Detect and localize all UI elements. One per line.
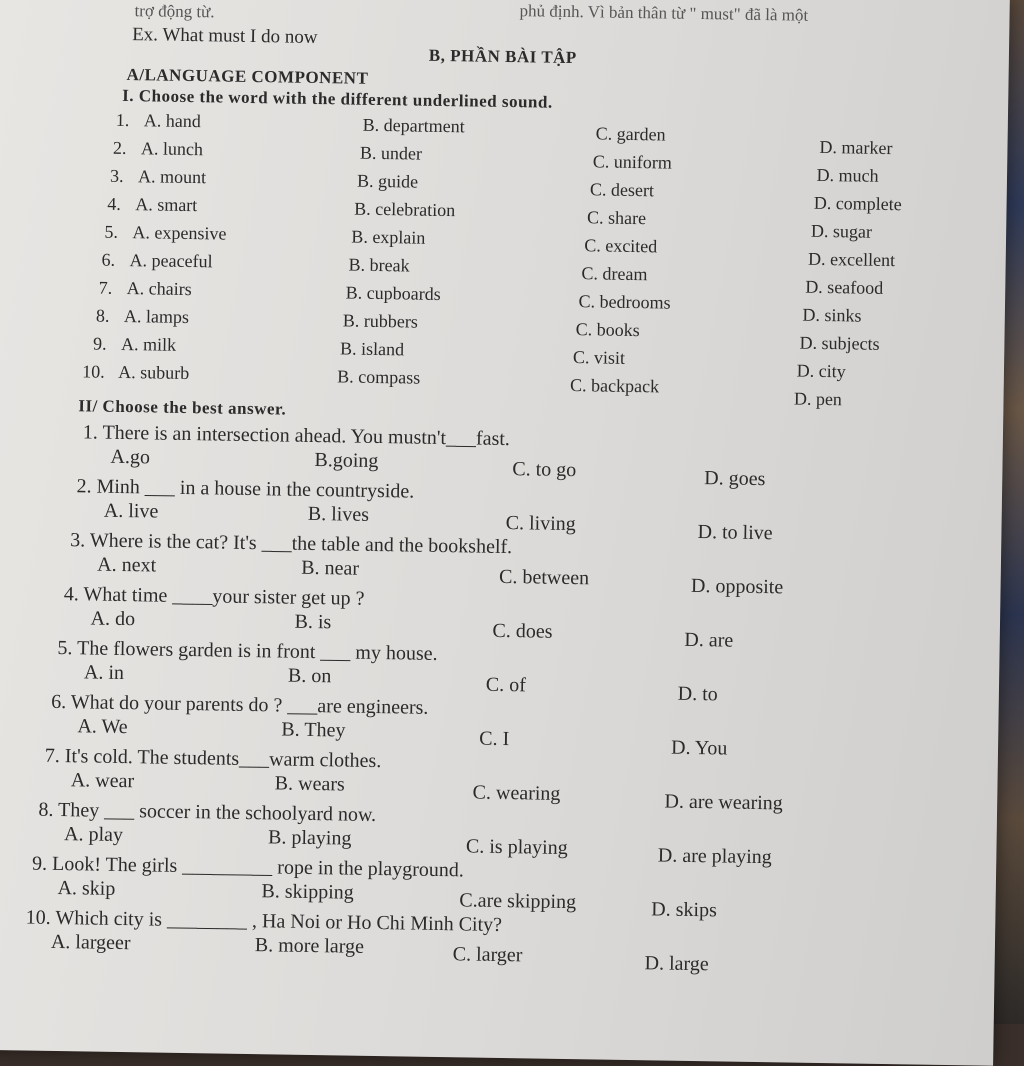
part1-number: 1. xyxy=(115,109,130,131)
answer-option-b: B. near xyxy=(301,556,360,580)
part1-number: 10. xyxy=(82,361,105,382)
part1-option-c: C. backpack xyxy=(569,375,660,397)
part1-option-a: A. milk xyxy=(120,333,177,355)
question-text: 1. There is an intersection ahead. You mustn't___fast. xyxy=(82,421,511,451)
answer-option-a: A. largeer xyxy=(50,930,131,955)
part1-option-d: D. excellent xyxy=(807,248,896,271)
part1-option-c: C. excited xyxy=(584,235,658,257)
section-b-title: B, PHẦN BÀI TẬP xyxy=(428,45,577,68)
answer-option-d: D. opposite xyxy=(690,574,784,599)
part1-option-b: B. rubbers xyxy=(342,310,419,332)
part1-option-c: C. dream xyxy=(581,263,648,285)
part1-option-d: D. seafood xyxy=(805,276,884,298)
answer-option-a: A. We xyxy=(77,715,128,739)
answer-option-d: D. are playing xyxy=(657,844,772,869)
answer-option-c: C. to go xyxy=(512,458,577,482)
header-top-left: trợ động từ. xyxy=(134,1,215,22)
answer-option-a: A.go xyxy=(110,445,151,469)
answer-option-c: C.are skipping xyxy=(459,889,577,914)
part1-option-b: B. celebration xyxy=(354,198,456,221)
part1-option-c: C. bedrooms xyxy=(578,291,671,313)
answer-option-c: C. I xyxy=(479,727,510,751)
part1-option-c: C. books xyxy=(575,319,640,341)
question-text: 4. What time ____your sister get up ? xyxy=(63,583,365,610)
answer-option-b: B. playing xyxy=(267,826,352,850)
part2-title: II/ Choose the best answer. xyxy=(78,396,287,419)
answer-option-b: B. skipping xyxy=(261,880,354,904)
answer-option-b: B. is xyxy=(294,610,332,634)
part1-option-d: D. sugar xyxy=(810,220,873,242)
part1-number: 7. xyxy=(98,277,113,298)
answer-option-b: B. wears xyxy=(274,772,345,796)
part1-option-b: B. compass xyxy=(337,366,421,388)
part1-option-a: A. peaceful xyxy=(129,250,213,272)
question-text: 6. What do your parents do ? ___are engineers. xyxy=(50,690,429,719)
part1-option-b: B. guide xyxy=(356,170,419,192)
part1-option-a: A. suburb xyxy=(118,361,190,384)
part1-option-c: C. visit xyxy=(572,347,626,368)
answer-option-d: D. to xyxy=(677,682,718,706)
answer-option-c: C. does xyxy=(492,619,553,643)
header-top-right: phủ định. Vì bản thân từ " must" đã là một xyxy=(519,1,809,25)
answer-option-c: C. wearing xyxy=(472,781,561,805)
section-a-title: A/LANGUAGE COMPONENT xyxy=(126,65,369,88)
part1-option-b: B. explain xyxy=(351,226,426,248)
part1-number: 5. xyxy=(104,221,119,242)
answer-option-d: D. large xyxy=(644,952,709,976)
part1-option-a: A. hand xyxy=(143,110,201,132)
example-line: Ex. What must I do now xyxy=(131,24,318,48)
part1-number: 9. xyxy=(92,333,107,354)
answer-option-d: D. You xyxy=(670,736,728,760)
part1-title: I. Choose the word with the different underlined sound. xyxy=(122,85,553,112)
part1-option-b: B. break xyxy=(348,254,410,276)
answer-option-a: A. in xyxy=(83,661,125,685)
answer-option-a: A. play xyxy=(63,823,124,847)
part1-option-c: C. garden xyxy=(595,123,666,145)
part1-option-d: D. pen xyxy=(793,388,843,410)
part1-option-a: A. chairs xyxy=(126,278,192,300)
part1-option-a: A. smart xyxy=(135,194,198,216)
part1-option-b: B. department xyxy=(362,114,465,137)
answer-option-b: B.going xyxy=(314,449,379,473)
part1-number: 8. xyxy=(95,305,110,326)
part1-number: 6. xyxy=(101,249,116,270)
part1-option-d: D. much xyxy=(816,164,879,186)
question-text: 2. Minh ___ in a house in the countryside. xyxy=(76,475,415,503)
answer-option-a: A. next xyxy=(97,553,157,577)
answer-option-b: B. more large xyxy=(254,934,365,958)
part1-option-b: B. island xyxy=(339,338,405,360)
answer-option-c: C. of xyxy=(485,673,527,697)
part1-number: 4. xyxy=(107,193,121,214)
answer-option-a: A. skip xyxy=(57,877,116,900)
part1-option-d: D. city xyxy=(796,360,846,382)
answer-option-a: A. do xyxy=(90,607,136,631)
part1-option-a: A. expensive xyxy=(132,222,227,244)
answer-option-b: B. They xyxy=(281,718,346,742)
part1-number: 3. xyxy=(109,165,124,186)
question-text: 10. Which city is ________ , Ha Noi or Ho Chi Minh City? xyxy=(25,906,503,937)
answer-option-d: D. are xyxy=(684,628,734,652)
answer-option-d: D. are wearing xyxy=(664,790,783,815)
part1-option-d: D. sinks xyxy=(802,304,862,326)
part1-number: 2. xyxy=(112,137,127,159)
part1-option-c: C. uniform xyxy=(592,151,672,173)
part1-option-b: B. under xyxy=(359,142,423,164)
question-text: 5. The flowers garden is in front ___ my house. xyxy=(57,636,438,665)
question-text: 3. Where is the cat? It's ___the table and the bookshelf. xyxy=(70,529,513,559)
part1-option-a: A. lamps xyxy=(123,305,190,328)
answer-option-b: B. on xyxy=(287,664,332,688)
question-text: 7. It's cold. The students___warm clothes. xyxy=(44,744,382,773)
answer-option-b: B. lives xyxy=(307,502,370,526)
question-text: 8. They ___ soccer in the schoolyard now. xyxy=(38,798,377,827)
part1-option-d: D. subjects xyxy=(799,332,880,354)
answer-option-d: D. goes xyxy=(704,467,766,491)
part1-option-d: D. complete xyxy=(813,192,902,215)
answer-option-d: D. to live xyxy=(697,521,773,545)
answer-option-c: C. living xyxy=(505,512,576,536)
answer-option-c: C. larger xyxy=(452,943,523,967)
question-text: 9. Look! The girls _________ rope in the playground. xyxy=(31,852,465,882)
part1-option-c: C. desert xyxy=(589,179,655,201)
part1-option-a: A. mount xyxy=(137,166,207,188)
answer-option-c: C. between xyxy=(498,565,590,590)
answer-option-a: A. live xyxy=(103,499,159,523)
part1-option-c: C. share xyxy=(586,207,647,229)
answer-option-a: A. wear xyxy=(70,769,135,793)
part1-option-a: A. lunch xyxy=(140,138,204,160)
answer-option-d: D. skips xyxy=(651,898,718,922)
part1-option-d: D. marker xyxy=(819,136,893,159)
part1-option-b: B. cupboards xyxy=(345,282,441,304)
answer-option-c: C. is playing xyxy=(465,835,568,860)
